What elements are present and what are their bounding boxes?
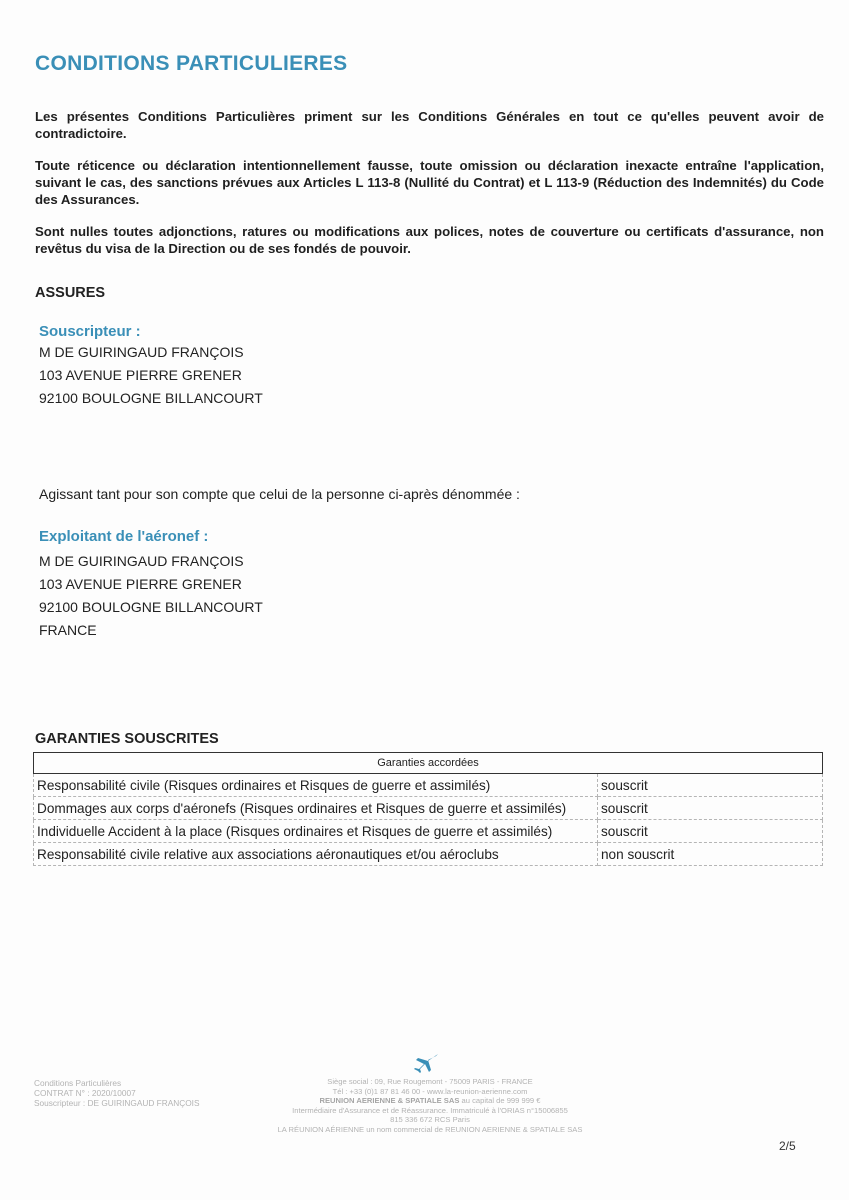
footer-line: Tél : +33 (0)1 87 81 46 00 - www.la-reunion-aerienne.com <box>332 1086 528 1096</box>
assures-heading: ASSURES <box>35 285 106 301</box>
address-line: 103 AVENUE PIERRE GRENER <box>39 576 242 592</box>
garantie-label: Responsabilité civile relative aux associations aéronautiques et/ou aéroclubs <box>34 843 598 866</box>
garantie-status: souscrit <box>598 774 823 797</box>
garantie-status: non souscrit <box>598 843 823 866</box>
address-line: M DE GUIRINGAUD FRANÇOIS <box>39 344 244 360</box>
garanties-table <box>33 752 823 866</box>
address-line: 103 AVENUE PIERRE GRENER <box>39 367 242 383</box>
paragraph-primacy: Les présentes Conditions Particulières priment sur les Conditions Générales en tout ce qu'elles peuvent avoir de contradictoire. <box>35 109 824 141</box>
garantie-label: Responsabilité civile (Risques ordinaires et Risques de guerre et assimilés) <box>34 774 598 797</box>
footer-line: Conditions Particulières <box>34 1078 122 1088</box>
page-number: 2/5 <box>779 1139 796 1153</box>
footer-line: Siège social : 09, Rue Rougemont - 75009 PARIS - FRANCE <box>327 1077 533 1086</box>
garantie-status: souscrit <box>598 797 823 820</box>
address-line: 92100 BOULOGNE BILLANCOURT <box>39 390 263 406</box>
table-row <box>34 774 823 797</box>
airplane-icon <box>413 1052 439 1074</box>
address-line: M DE GUIRINGAUD FRANÇOIS <box>39 553 244 569</box>
footer-line: 815 336 672 RCS Paris <box>390 1115 470 1124</box>
company-name: REUNION AERIENNE & SPATIALE SAS <box>319 1096 460 1105</box>
agissant-text: Agissant tant pour son compte que celui de la personne ci-après dénommée : <box>39 486 520 502</box>
footer-line: Souscripteur : DE GUIRINGAUD FRANÇOIS <box>34 1098 200 1108</box>
page-title: CONDITIONS PARTICULIERES <box>35 52 348 75</box>
souscripteur-address <box>39 341 263 410</box>
address-line: FRANCE <box>39 622 97 638</box>
table-row <box>34 820 823 843</box>
table-row <box>34 843 823 866</box>
footer-line <box>200 1096 660 1106</box>
footer-line: LA RÉUNION AÉRIENNE un nom commercial de REUNION AERIENNE & SPATIALE SAS <box>277 1124 583 1134</box>
footer-line: Intermédiaire d'Assurance et de Réassurance. Immatriculé à l'ORIAS n°15006855 <box>292 1105 568 1115</box>
garantie-label: Dommages aux corps d'aéronefs (Risques ordinaires et Risques de guerre et assimilés) <box>34 797 598 820</box>
company-capital: au capital de 999 999 € <box>459 1096 541 1105</box>
footer-line: CONTRAT N° : 2020/10007 <box>34 1088 136 1098</box>
footer-company-info <box>200 1077 660 1134</box>
footer-contract-info <box>34 1078 200 1108</box>
garantie-label: Individuelle Accident à la place (Risques ordinaires et Risques de guerre et assimilés) <box>34 820 598 843</box>
exploitant-label: Exploitant de l'aéronef : <box>39 528 209 545</box>
table-header: Garanties accordées <box>34 753 823 774</box>
table-row <box>34 797 823 820</box>
paragraph-nullity: Sont nulles toutes adjonctions, ratures ou modifications aux polices, notes de couverture ou certificats d'assurance, non revêtus du visa de la Direction ou de ses fondés de pouvoir. <box>35 224 824 256</box>
address-line: 92100 BOULOGNE BILLANCOURT <box>39 599 263 615</box>
souscripteur-label: Souscripteur : <box>39 323 141 340</box>
exploitant-address <box>39 550 263 642</box>
garanties-heading: GARANTIES SOUSCRITES <box>35 731 219 747</box>
garantie-status: souscrit <box>598 820 823 843</box>
paragraph-sanctions: Toute réticence ou déclaration intentionnellement fausse, toute omission ou déclaration inexacte entraîne l'application, suivant le cas, des sanctions prévues aux Articles L 113-8 (Nullité du Contrat) et L 113-9 (Réduction des Indemnités) du Code des Assurances. <box>35 158 824 207</box>
